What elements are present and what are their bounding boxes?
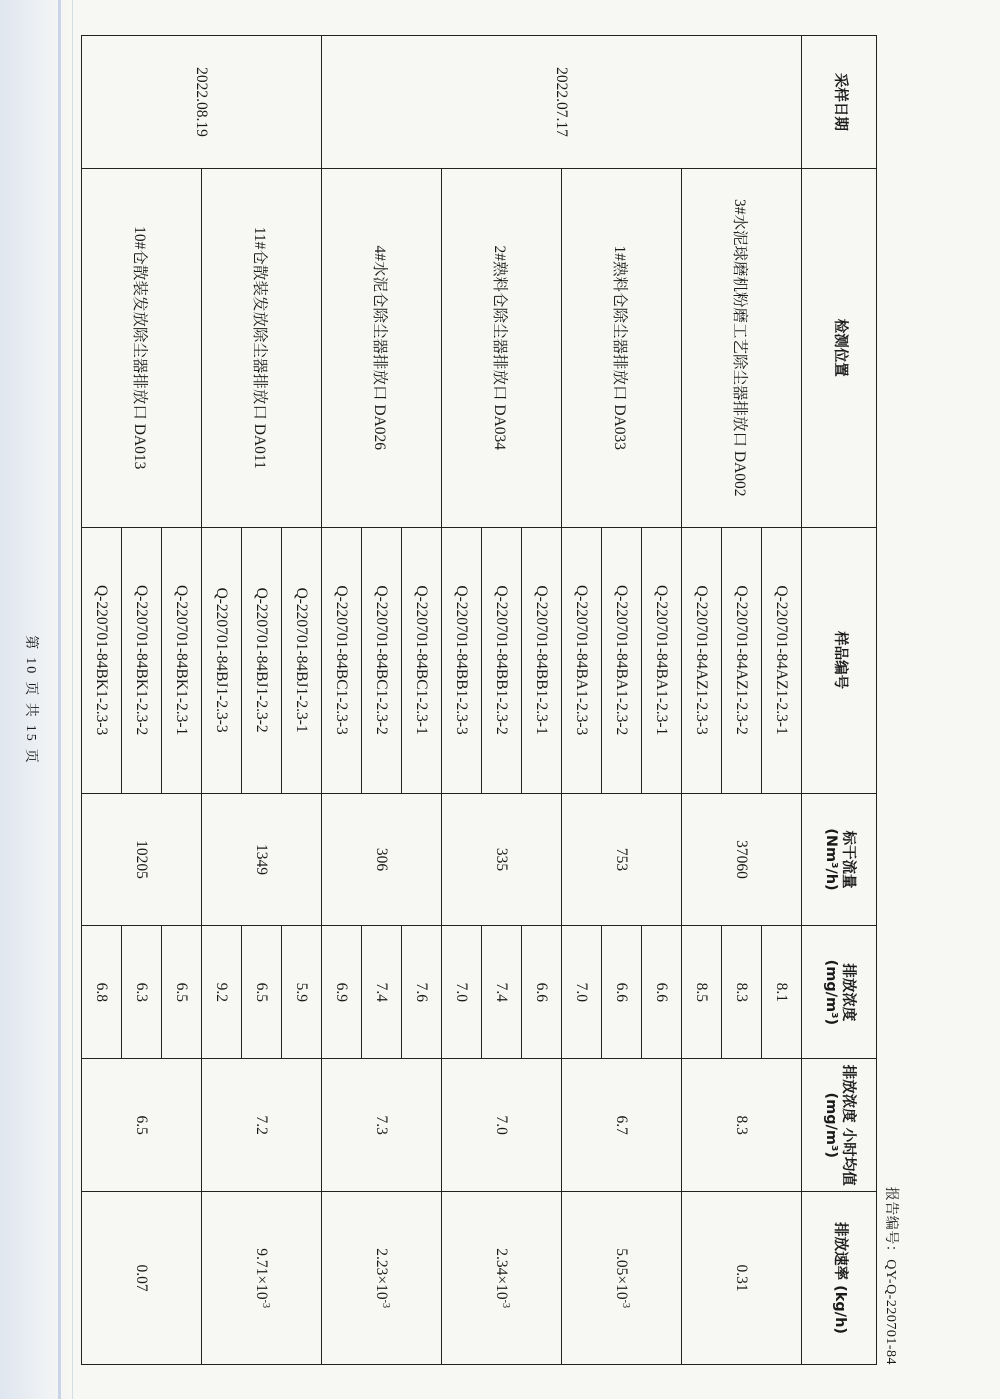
- sample-id-cell: Q-220701-84AZ1-2.3-2: [722, 527, 762, 793]
- total-pages: 15: [23, 724, 38, 743]
- rate-cell: $9.71\times 10^{-3}$: [202, 1192, 322, 1365]
- rate-cell: 0.31: [682, 1192, 802, 1365]
- sample-id-cell: Q-220701-84BC1-2.3-1: [402, 527, 442, 793]
- location-cell: 10#仓散装发放除尘器排放口 DA013: [82, 168, 202, 527]
- conc-cell: 6.3: [122, 926, 162, 1059]
- sample-id-cell: Q-220701-84BK1-2.3-1: [162, 527, 202, 793]
- conc-cell: 6.5: [162, 926, 202, 1059]
- sample-id-cell: Q-220701-84BB1-2.3-1: [522, 527, 562, 793]
- header-hourly: 排放浓度 小时均值 (mg/m³): [802, 1059, 877, 1192]
- current-page: 10: [23, 657, 38, 676]
- rate-cell: $5.05\times 10^{-3}$: [562, 1192, 682, 1365]
- rate-cell: $2.23\times 10^{-3}$: [322, 1192, 442, 1365]
- table-row: [162, 36, 202, 1365]
- table-row: [522, 36, 562, 1365]
- header-sample-id: 样品编号: [802, 527, 877, 793]
- hourly-cell: 6.5: [82, 1059, 202, 1192]
- hourly-cell: 7.2: [202, 1059, 322, 1192]
- sample-id-cell: Q-220701-84BC1-2.3-2: [362, 527, 402, 793]
- rate-cell: $2.34\times 10^{-3}$: [442, 1192, 562, 1365]
- conc-cell: 7.4: [482, 926, 522, 1059]
- report-number: 报告编号：QY-Q-220701-84: [883, 1186, 898, 1365]
- conc-cell: 6.6: [642, 926, 682, 1059]
- conc-cell: 8.5: [682, 926, 722, 1059]
- conc-cell: 7.0: [562, 926, 602, 1059]
- conc-cell: 5.9: [282, 926, 322, 1059]
- flow-cell: 37060: [682, 793, 802, 926]
- header-rate: 排放速率 (kg/h): [802, 1192, 877, 1365]
- conc-cell: 6.8: [82, 926, 122, 1059]
- sample-id-cell: Q-220701-84BA1-2.3-2: [602, 527, 642, 793]
- hourly-cell: 7.3: [322, 1059, 442, 1192]
- conc-cell: 8.3: [722, 926, 762, 1059]
- table-row: [282, 36, 322, 1365]
- date-cell: 2022.07.17: [322, 36, 802, 169]
- sample-id-cell: Q-220701-84BJ1-2.3-2: [242, 527, 282, 793]
- location-cell: 1#熟料仓除尘器排放口 DA033: [562, 168, 682, 527]
- table-row: [762, 36, 802, 1365]
- scan-line: [72, 0, 73, 1399]
- header-location: 检测位置: [802, 168, 877, 527]
- sample-id-cell: Q-220701-84BA1-2.3-1: [642, 527, 682, 793]
- sample-id-cell: Q-220701-84AZ1-2.3-1: [762, 527, 802, 793]
- table-row: [642, 36, 682, 1365]
- sample-id-cell: Q-220701-84BC1-2.3-3: [322, 527, 362, 793]
- location-cell: 4#水泥仓除尘器排放口 DA026: [322, 168, 442, 527]
- location-cell: 2#熟料仓除尘器排放口 DA034: [442, 168, 562, 527]
- sample-id-cell: Q-220701-84BJ1-2.3-3: [202, 527, 242, 793]
- sample-id-cell: Q-220701-84BB1-2.3-2: [482, 527, 522, 793]
- scan-line: [58, 0, 61, 1399]
- location-cell: 11#仓散装发放除尘器排放口 DA011: [202, 168, 322, 527]
- conc-cell: 6.6: [522, 926, 562, 1059]
- rotated-page: [23, 35, 907, 1365]
- flow-cell: 306: [322, 793, 442, 926]
- flow-cell: 1349: [202, 793, 322, 926]
- page-footer: 第10页 共15页: [23, 635, 38, 765]
- hourly-cell: 7.0: [442, 1059, 562, 1192]
- conc-cell: 8.1: [762, 926, 802, 1059]
- header-date: 采样日期: [802, 36, 877, 169]
- sample-id-cell: Q-220701-84AZ1-2.3-3: [682, 527, 722, 793]
- sample-id-cell: Q-220701-84BJ1-2.3-1: [282, 527, 322, 793]
- sample-id-cell: Q-220701-84BA1-2.3-3: [562, 527, 602, 793]
- conc-cell: 7.0: [442, 926, 482, 1059]
- conc-cell: 6.6: [602, 926, 642, 1059]
- conc-cell: 7.6: [402, 926, 442, 1059]
- sample-id-cell: Q-220701-84BK1-2.3-2: [122, 527, 162, 793]
- header-flow: 标干流量 (Nm³/h): [802, 793, 877, 926]
- conc-cell: 9.2: [202, 926, 242, 1059]
- monitoring-table: [81, 35, 877, 1365]
- conc-cell: 7.4: [362, 926, 402, 1059]
- flow-cell: 335: [442, 793, 562, 926]
- table-row: [402, 36, 442, 1365]
- date-cell: 2022.08.19: [82, 36, 322, 169]
- rate-cell: 0.07: [82, 1192, 202, 1365]
- sample-id-cell: Q-220701-84BK1-2.3-3: [82, 527, 122, 793]
- header-conc: 排放浓度 (mg/m³): [802, 926, 877, 1059]
- conc-cell: 6.9: [322, 926, 362, 1059]
- hourly-cell: 6.7: [562, 1059, 682, 1192]
- location-cell: 3#水泥球磨机粉磨工艺除尘器排放口 DA002: [682, 168, 802, 527]
- flow-cell: 753: [562, 793, 682, 926]
- conc-cell: 6.5: [242, 926, 282, 1059]
- sample-id-cell: Q-220701-84BB1-2.3-3: [442, 527, 482, 793]
- flow-cell: 10205: [82, 793, 202, 926]
- hourly-cell: 8.3: [682, 1059, 802, 1192]
